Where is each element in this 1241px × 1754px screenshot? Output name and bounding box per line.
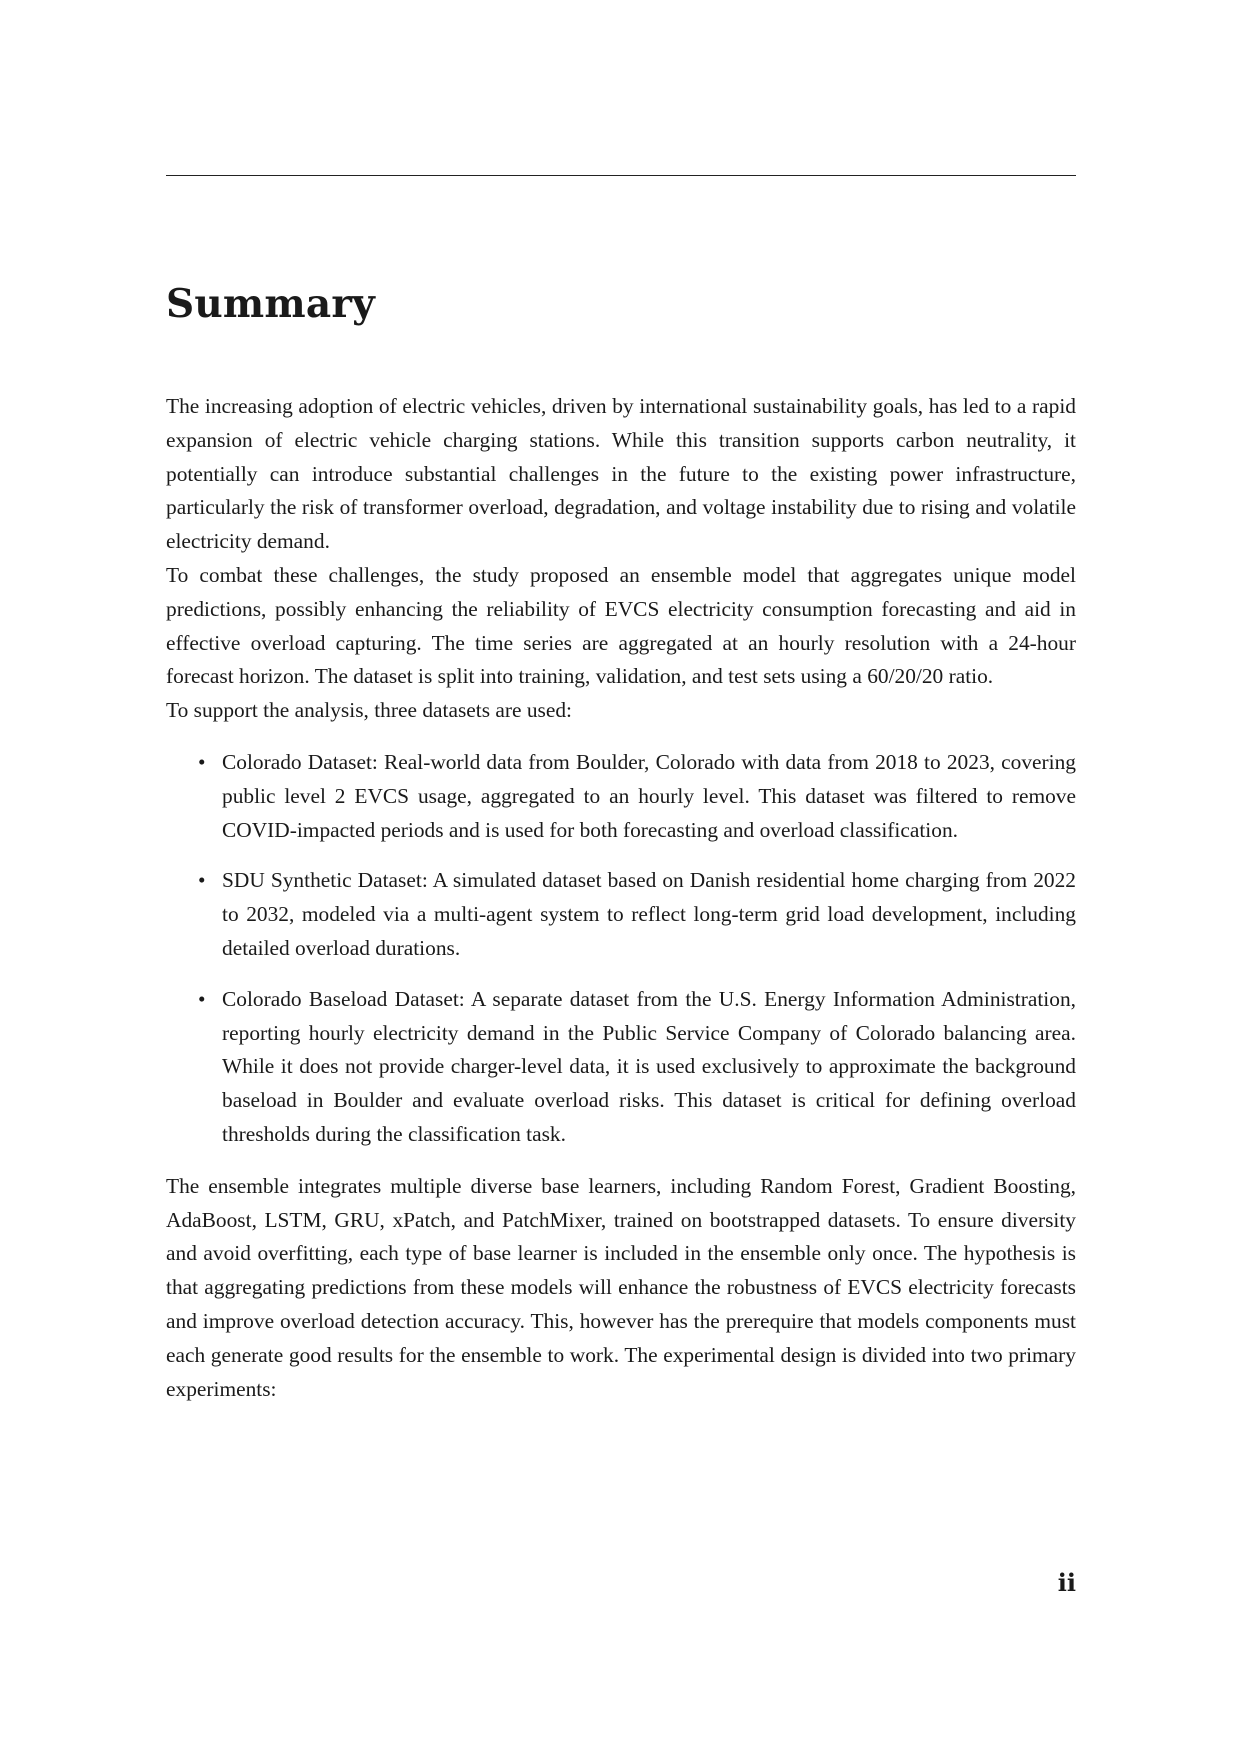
list-item bbox=[166, 746, 1076, 847]
paragraph-approach: To combat these challenges, the study proposed an ensemble model that aggregates unique model predictions, possibly enhancing the reliability of EVCS electricity consumption forecasting and aid in effective overload capturing. The time series are aggregated at an hourly resolution with a 24-hour forecast horizon. The dataset is split into training, validation, and test sets using a 60/20/20 ratio. bbox=[166, 562, 1076, 689]
dataset-list bbox=[166, 746, 1076, 1152]
bullet-marker: • bbox=[198, 868, 206, 893]
paragraph-ensemble: The ensemble integrates multiple diverse base learners, including Random Forest, Gradient Boosting, AdaBoost, LSTM, GRU, xPatch, and PatchMixer, trained on bootstrapped datasets. To ensure diversity and avoid overfitting, each type of base learner is included in the ensemble only once. The hypothesis is that aggregating predictions from these models will enhance the robustness of EVCS electricity forecasts and improve overload detection accuracy. This, however has the prerequire that models components must each generate good results for the ensemble to work. The experimental design is divided into two primary experiments: bbox=[166, 1173, 1076, 1401]
page-title: Summary bbox=[166, 281, 375, 327]
bullet-marker: • bbox=[198, 986, 206, 1011]
paragraph-intro: The increasing adoption of electric vehicles, driven by international sustainability goals, has led to a rapid expansion of electric vehicle charging stations. While this transition supports carbon neutrality, it potentially can introduce substantial challenges in the future to the existing power infrastructure, particularly the risk of transformer overload, degradation, and voltage instability due to rising and volatile electricity demand. bbox=[166, 394, 1076, 554]
document-page bbox=[166, 0, 1076, 1754]
bullet-marker: • bbox=[198, 749, 206, 774]
header-rule bbox=[166, 175, 1076, 176]
page-number: ii bbox=[1057, 1568, 1076, 1597]
paragraph-datasets-intro: To support the analysis, three datasets are used: bbox=[166, 698, 572, 723]
list-item bbox=[166, 983, 1076, 1152]
list-item-text: Colorado Baseload Dataset: A separate dataset from the U.S. Energy Information Administration, reporting hourly electricity demand in the Public Service Company of Colorado balancing area. While it does not provide charger-level data, it is used exclusively to approximate the background baseload in Boulder and evaluate overload risks. This dataset is critical for defining overload thresholds during the classification task. bbox=[222, 986, 1076, 1146]
summary-body bbox=[166, 390, 1076, 1406]
list-item bbox=[166, 864, 1076, 965]
list-item-text: SDU Synthetic Dataset: A simulated dataset based on Danish residential home charging from 2022 to 2032, modeled via a multi-agent system to reflect long-term grid load development, including detailed overload durations. bbox=[222, 868, 1076, 960]
list-item-text: Colorado Dataset: Real-world data from Boulder, Colorado with data from 2018 to 2023, covering public level 2 EVCS usage, aggregated to an hourly level. This dataset was filtered to remove COVID-impacted periods and is used for both forecasting and overload classification. bbox=[222, 749, 1076, 842]
